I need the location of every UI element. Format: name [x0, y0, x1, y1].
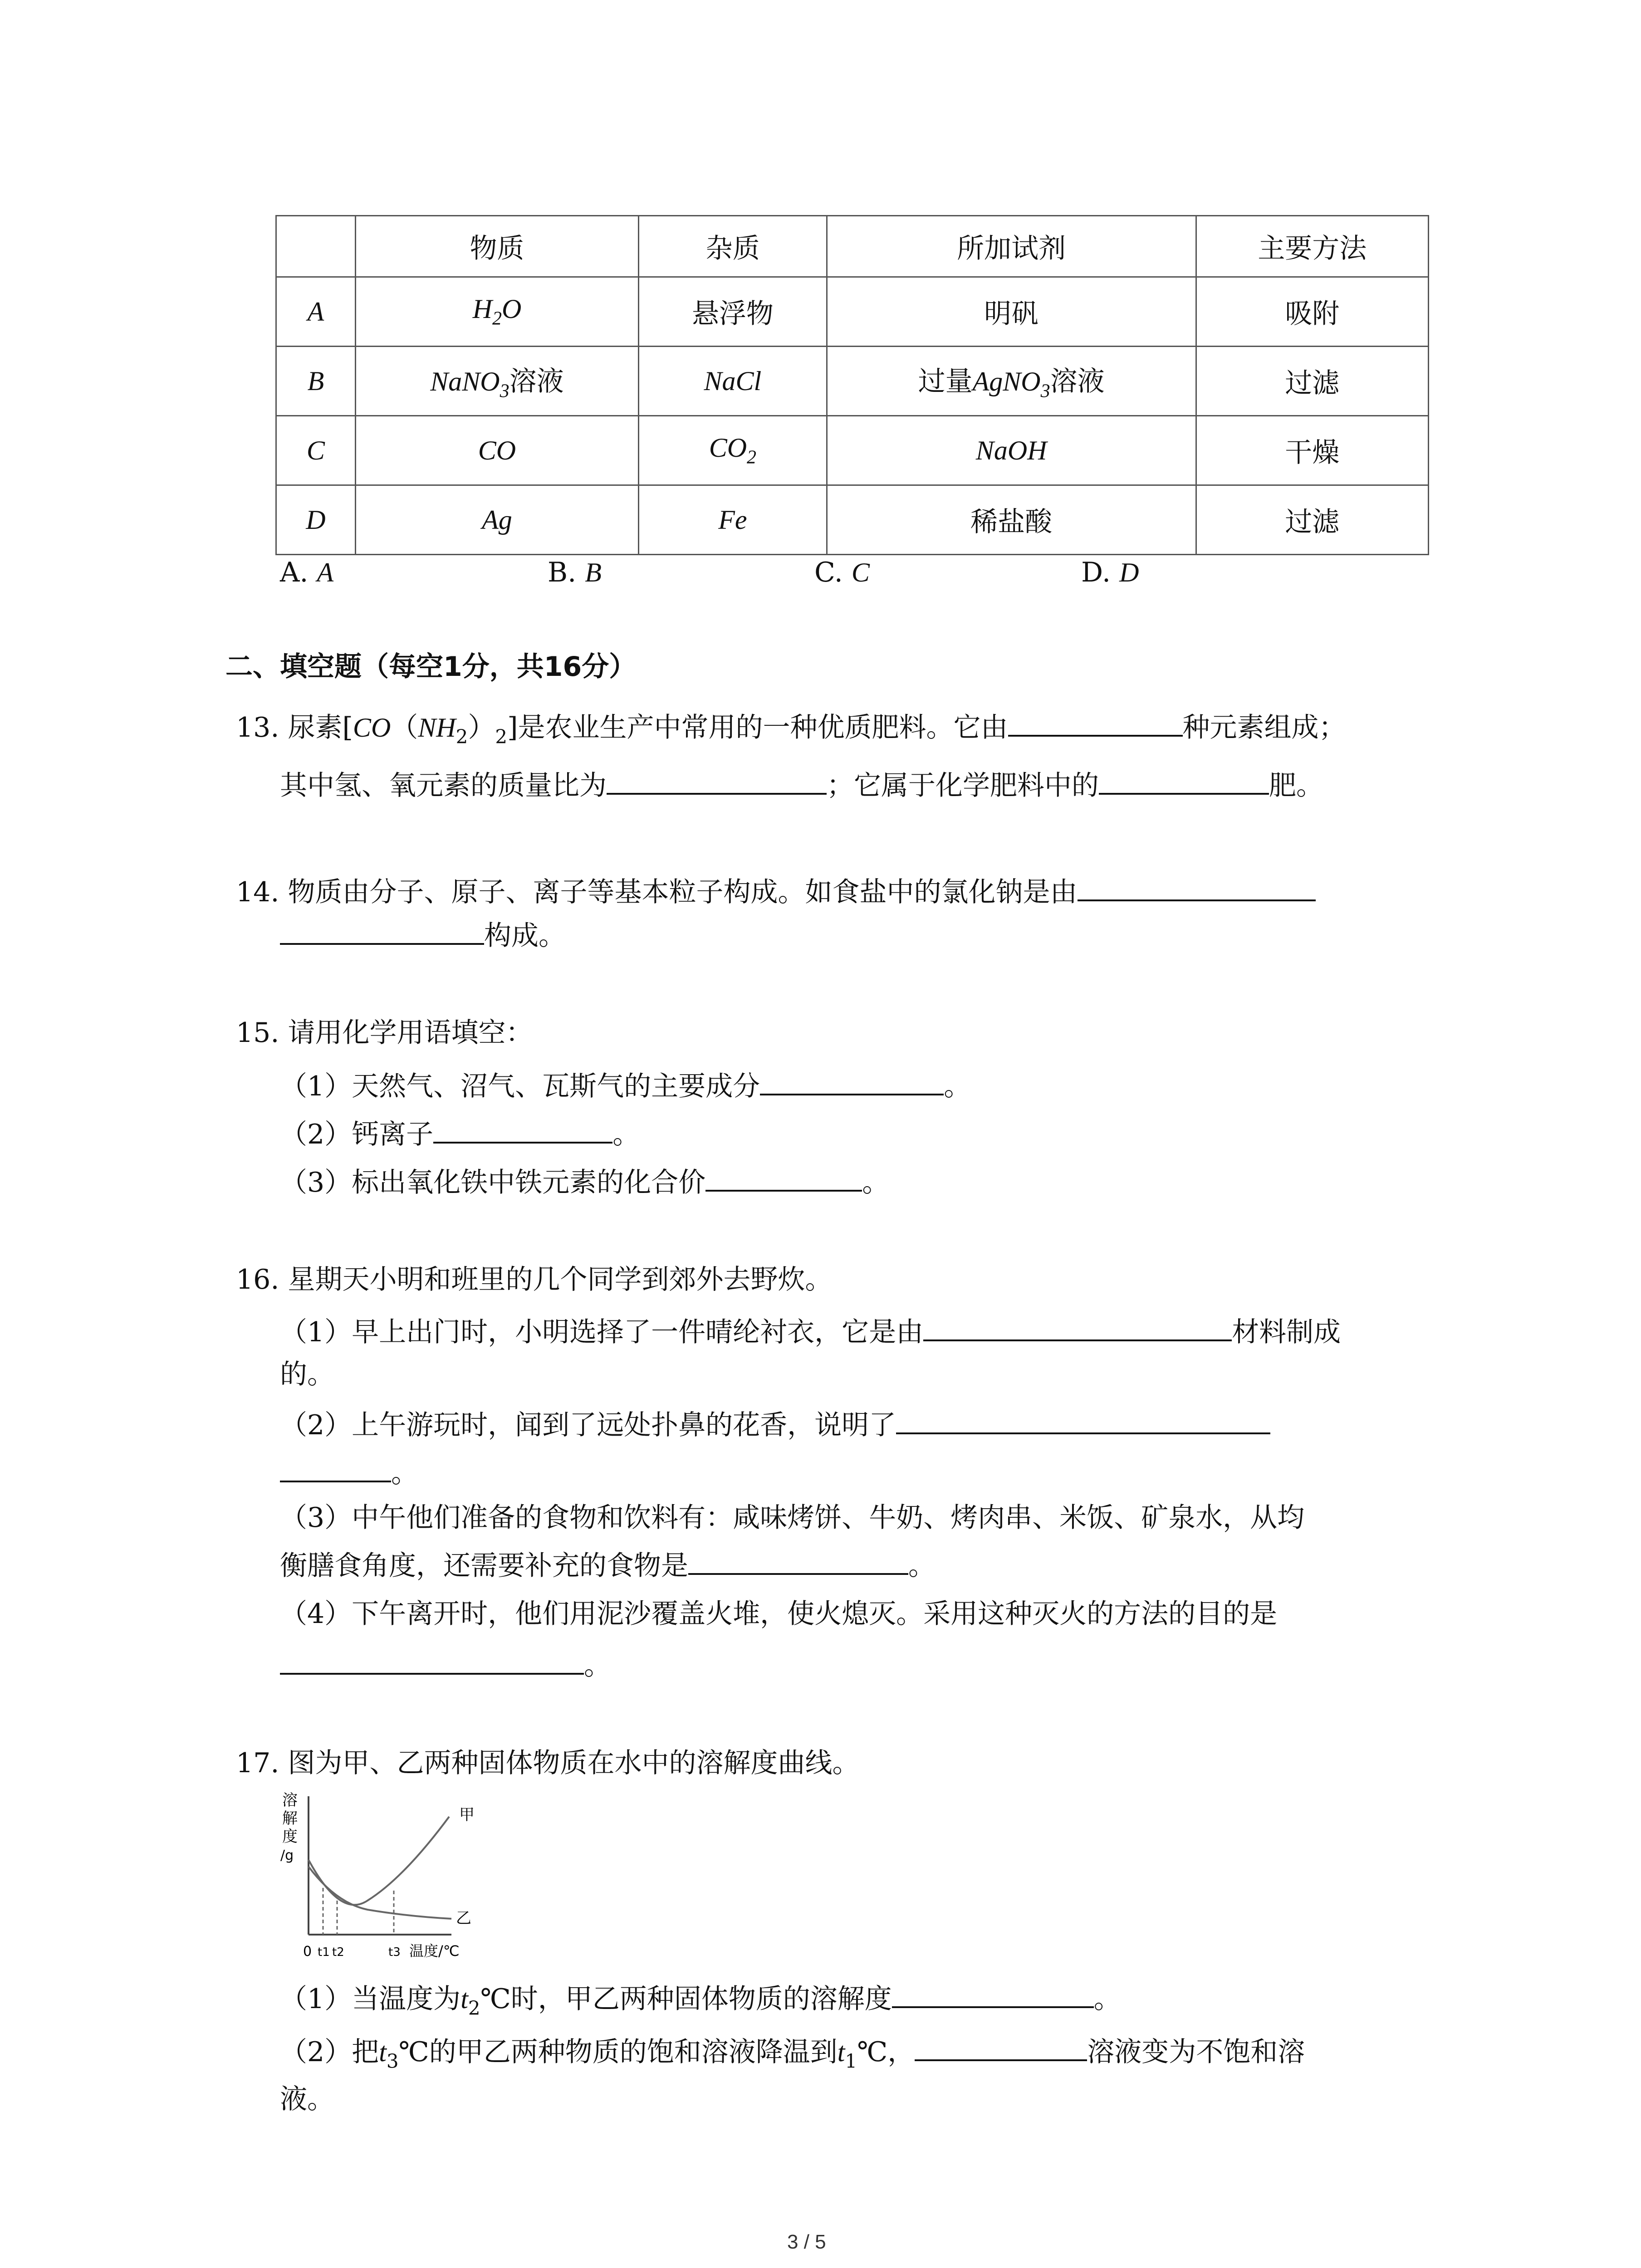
answer-blank[interactable]: [433, 1115, 612, 1144]
section-title: 二、填空题（每空1分，共16分）: [225, 651, 637, 683]
text: （1）早上出门时，小明选择了一件晴纶衬衣，它是由: [280, 1316, 924, 1348]
choice-value: A: [317, 557, 334, 587]
substance-cell: Ag: [355, 485, 638, 555]
text: （3）标出氧化铁中铁元素的化合价: [280, 1167, 706, 1198]
impurity-cell: $CO_2$: [639, 416, 827, 485]
text: ）: [468, 712, 495, 743]
table-row: [276, 416, 1429, 485]
formula: CO: [353, 713, 391, 743]
text: 种元素组成；: [1182, 712, 1346, 743]
text: ]是农业生产中常用的一种优质肥料。它由: [507, 712, 1008, 743]
choice-c[interactable]: [814, 554, 870, 591]
answer-blank[interactable]: [280, 917, 484, 945]
method-cell: 干燥: [1196, 416, 1428, 485]
row-label: C: [276, 416, 356, 485]
choice-key: B.: [548, 557, 577, 588]
question-number: 14.: [236, 876, 279, 908]
table-header-cell: 物质: [355, 216, 638, 277]
text: ；它属于化学肥料中的: [827, 770, 1099, 802]
question-14-line2: [280, 917, 566, 954]
text: 尿素[: [288, 712, 353, 743]
y-axis-label: /g: [280, 1848, 294, 1863]
question-17-part1: [280, 1980, 1121, 2027]
question-number: 15.: [236, 1017, 279, 1049]
text: 溶液变为不饱和溶: [1087, 2036, 1305, 2068]
substance-cell: NaNO$_3$溶液: [355, 347, 638, 416]
text: 。: [612, 1119, 640, 1150]
answer-blank[interactable]: [280, 1647, 584, 1675]
table-header-cell: 主要方法: [1196, 216, 1428, 277]
answer-blank[interactable]: [1099, 767, 1269, 795]
reagent-cell: 明矾: [827, 277, 1196, 347]
curve-jia-label: 甲: [459, 1806, 475, 1824]
text: 构成。: [484, 920, 566, 952]
text: 。: [584, 1650, 611, 1681]
choice-key: C.: [814, 557, 843, 588]
subscript: 3: [386, 2050, 399, 2072]
text: ℃时，甲乙两种固体物质的溶解度: [480, 1983, 892, 2015]
substance-cell: $H_2O$: [355, 277, 638, 347]
table-header-cell: [276, 216, 356, 277]
text: 。: [1093, 1983, 1121, 2015]
curve-jia: [309, 1817, 449, 1905]
text: （: [391, 712, 418, 743]
table-header-cell: 杂质: [639, 216, 827, 277]
choice-value: D: [1119, 557, 1139, 587]
choice-b[interactable]: [548, 554, 602, 591]
question-15-stem: [236, 1015, 533, 1051]
x-tick-t1: t1: [318, 1945, 330, 1959]
text: ℃的甲乙两种物质的饱和溶液降温到: [398, 2036, 838, 2068]
table-header-row: [276, 216, 1429, 277]
text: 其中氢、氧元素的质量比为: [280, 770, 607, 802]
answer-blank[interactable]: [760, 1067, 944, 1095]
formula: t: [837, 2037, 845, 2067]
formula: t: [460, 1984, 468, 2014]
row-label: D: [276, 485, 356, 555]
answer-blank[interactable]: [923, 1313, 1232, 1341]
text: 肥。: [1269, 770, 1323, 802]
text: （1）当温度为: [280, 1983, 461, 2015]
purification-table: [275, 215, 1429, 555]
table-row: [276, 485, 1429, 555]
question-13-line1: [236, 709, 1346, 755]
text: 请用化学用语填空：: [288, 1017, 533, 1049]
method-cell: 过滤: [1196, 485, 1428, 555]
subscript: 2: [456, 725, 468, 748]
question-number: 13.: [236, 712, 279, 743]
subscript: 1: [845, 2050, 857, 2072]
text: （1）天然气、沼气、瓦斯气的主要成分: [280, 1070, 760, 1102]
curve-yi-label: 乙: [456, 1909, 471, 1927]
answer-blank[interactable]: [688, 1547, 908, 1575]
question-16-part1: [280, 1313, 1341, 1350]
impurity-cell: 悬浮物: [639, 277, 827, 347]
question-16-part2: [280, 1406, 1270, 1443]
reagent-cell: 过量AgNO$_3$溶液: [827, 347, 1196, 416]
reagent-cell: 稀盐酸: [827, 485, 1196, 555]
question-17-stem: [236, 1745, 860, 1781]
answer-blank[interactable]: [915, 2033, 1087, 2061]
choice-a[interactable]: [280, 554, 333, 591]
page-number: 3 / 5: [787, 2231, 826, 2253]
choice-value: B: [585, 557, 602, 587]
row-label: B: [276, 347, 356, 416]
text: （2）把: [280, 2036, 379, 2068]
question-15-part1: [280, 1067, 971, 1105]
x-tick-t3: t3: [388, 1945, 401, 1959]
question-16-part3: （3）中午他们准备的食物和饮料有：咸味烤饼、牛奶、烤肉串、米饭、矿泉水，从均: [280, 1502, 1305, 1534]
choice-key: D.: [1081, 557, 1111, 588]
text: 衡膳食角度，还需要补充的食物是: [280, 1550, 688, 1582]
text: 。: [862, 1167, 890, 1198]
question-16-stem: [236, 1261, 833, 1298]
text: ℃，: [857, 2036, 915, 2068]
impurity-cell: Fe: [639, 485, 827, 555]
question-14-line1: [236, 873, 1316, 910]
answer-blank[interactable]: [1008, 709, 1183, 737]
text: 星期天小明和班里的几个同学到郊外去野炊。: [288, 1264, 833, 1295]
question-16-part1-cont: 的。: [280, 1359, 334, 1390]
row-label: A: [276, 277, 356, 347]
y-axis-label: 溶: [282, 1791, 298, 1809]
table-row: [276, 347, 1429, 416]
choice-d[interactable]: [1081, 554, 1139, 591]
table-header-cell: 所加试剂: [827, 216, 1196, 277]
method-cell: 吸附: [1196, 277, 1428, 347]
choice-value: C: [851, 557, 870, 587]
answer-blank[interactable]: [1078, 873, 1316, 901]
table-row: [276, 277, 1429, 347]
subscript: 2: [468, 1997, 480, 2019]
choice-key: A.: [280, 557, 309, 588]
answer-blank[interactable]: [892, 1980, 1094, 2008]
question-17-part2-cont: 液。: [280, 2083, 334, 2115]
formula: t: [379, 2037, 387, 2067]
answer-blank[interactable]: [896, 1406, 1270, 1434]
text: 。: [391, 1457, 418, 1489]
question-15-part2: [280, 1115, 640, 1153]
text: （2）钙离子: [280, 1119, 434, 1150]
answer-blank[interactable]: [607, 767, 827, 795]
question-15-part3: [280, 1163, 889, 1201]
x-origin-label: 0: [303, 1944, 312, 1960]
text: 物质由分子、原子、离子等基本粒子构成。如食盐中的氯化钠是由: [288, 876, 1078, 908]
question-16-part4-cont: [280, 1647, 611, 1684]
y-axis-label: 解: [282, 1809, 298, 1828]
answer-blank[interactable]: [280, 1454, 391, 1482]
solubility-curve-figure: [272, 1787, 490, 1964]
question-number: 16.: [236, 1264, 279, 1295]
question-16-part4: （4）下午离开时，他们用泥沙覆盖火堆，使火熄灭。采用这种灭火的方法的目的是: [280, 1598, 1278, 1630]
reagent-cell: NaOH: [827, 416, 1196, 485]
question-17-part2: [280, 2033, 1305, 2080]
question-13-line2: [280, 767, 1323, 804]
question-16-part2-cont: [280, 1454, 418, 1491]
method-cell: 过滤: [1196, 347, 1428, 416]
question-16-part3-cont: [280, 1547, 936, 1584]
subscript: 2: [495, 725, 508, 748]
impurity-cell: NaCl: [639, 347, 827, 416]
formula: NH: [418, 713, 456, 743]
x-tick-t2: t2: [332, 1945, 344, 1959]
text: 图为甲、乙两种固体物质在水中的溶解度曲线。: [288, 1747, 860, 1779]
text: 。: [908, 1550, 936, 1582]
question-number: 17.: [236, 1747, 279, 1779]
substance-cell: CO: [355, 416, 638, 485]
text: 。: [944, 1070, 971, 1102]
y-axis-label: 度: [282, 1828, 298, 1846]
x-axis-label: 温度/℃: [409, 1942, 460, 1960]
text: 材料制成: [1232, 1316, 1341, 1348]
text: （2）上午游玩时，闻到了远处扑鼻的花香，说明了: [280, 1409, 896, 1441]
answer-blank[interactable]: [705, 1163, 862, 1192]
